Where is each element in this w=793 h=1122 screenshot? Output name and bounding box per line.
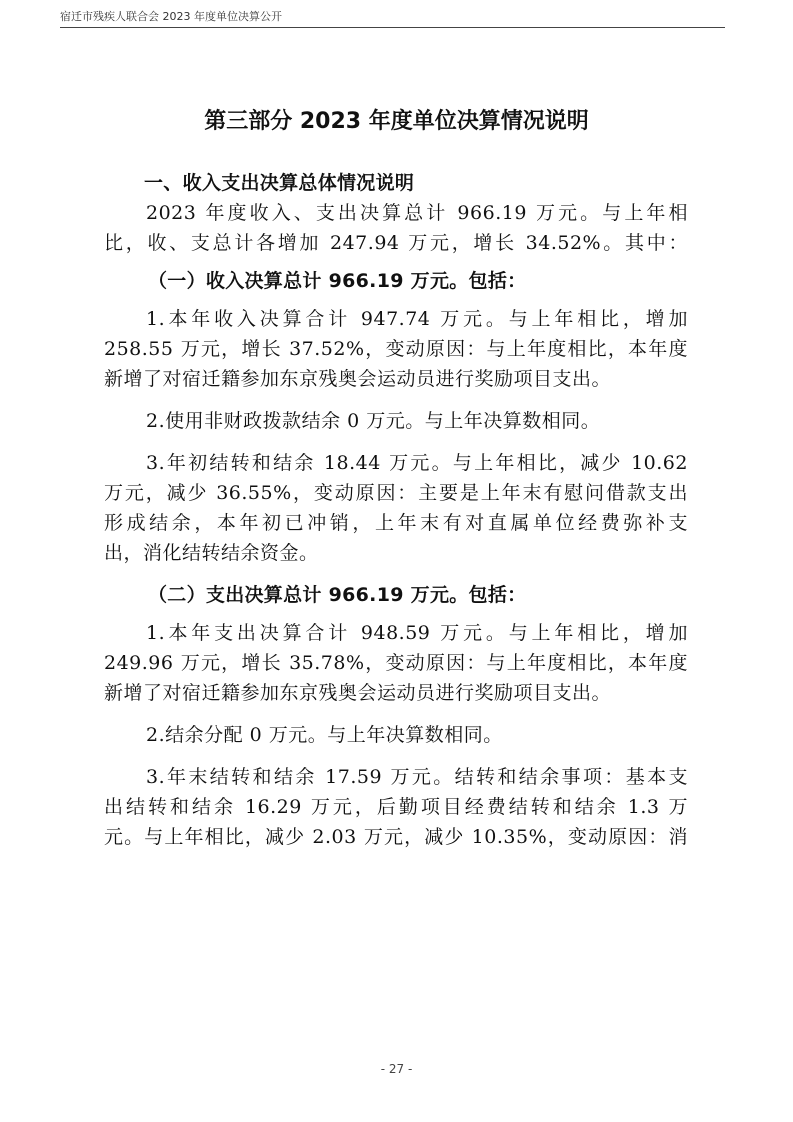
paragraph-line: 2023 年度收入、支出决算总计 966.19 万元。与上年相 (146, 202, 688, 224)
paragraph-line: 3.年末结转和结余 17.59 万元。结转和结余事项：基本支 (146, 766, 688, 788)
paragraph-line: 出，消化结转结余资金。 (104, 542, 319, 564)
paragraph-line: 3.年初结转和结余 18.44 万元。与上年相比，减少 10.62 (146, 452, 688, 474)
paragraph-line: 2.结余分配 0 万元。与上年决算数相同。 (146, 724, 503, 746)
subsection-heading-income: （一）收入决算总计 966.19 万元。包括： (148, 270, 527, 292)
paragraph-line: 新增了对宿迁籍参加东京残奥会运动员进行奖励项目支出。 (104, 682, 612, 704)
header-divider (60, 27, 725, 28)
paragraph-line: 元。与上年相比，减少 2.03 万元，减少 10.35%，变动原因：消 (104, 826, 688, 848)
paragraph-line: 出结转和结余 16.29 万元，后勤项目经费结转和结余 1.3 万 (104, 796, 688, 818)
paragraph-line: 258.55 万元，增长 37.52%，变动原因：与上年度相比，本年度 (104, 338, 688, 360)
document-header: 宿迁市残疾人联合会 2023 年度单位决算公开 (60, 10, 282, 23)
section-heading: 一、收入支出决算总体情况说明 (144, 172, 415, 194)
paragraph-line: 新增了对宿迁籍参加东京残奥会运动员进行奖励项目支出。 (104, 368, 612, 390)
paragraph-line: 1.本年支出决算合计 948.59 万元。与上年相比，增加 (146, 622, 688, 644)
paragraph-line: 形成结余，本年初已冲销，上年末有对直属单位经费弥补支 (104, 512, 688, 534)
paragraph-line: 比，收、支总计各增加 247.94 万元，增长 34.52%。其中： (104, 232, 688, 254)
document-body (104, 168, 688, 852)
paragraph-line: 万元，减少 36.55%，变动原因：主要是上年末有慰问借款支出 (104, 482, 688, 504)
subsection-heading-expense: （二）支出决算总计 966.19 万元。包括： (148, 584, 527, 606)
paragraph-line: 1.本年收入决算合计 947.74 万元。与上年相比，增加 (146, 308, 688, 330)
paragraph-line: 249.96 万元，增长 35.78%，变动原因：与上年度相比，本年度 (104, 652, 688, 674)
page-number: - 27 - (380, 1062, 413, 1076)
paragraph-line: 2.使用非财政拨款结余 0 万元。与上年决算数相同。 (146, 410, 601, 432)
page-title: 第三部分 2023 年度单位决算情况说明 (204, 109, 589, 134)
